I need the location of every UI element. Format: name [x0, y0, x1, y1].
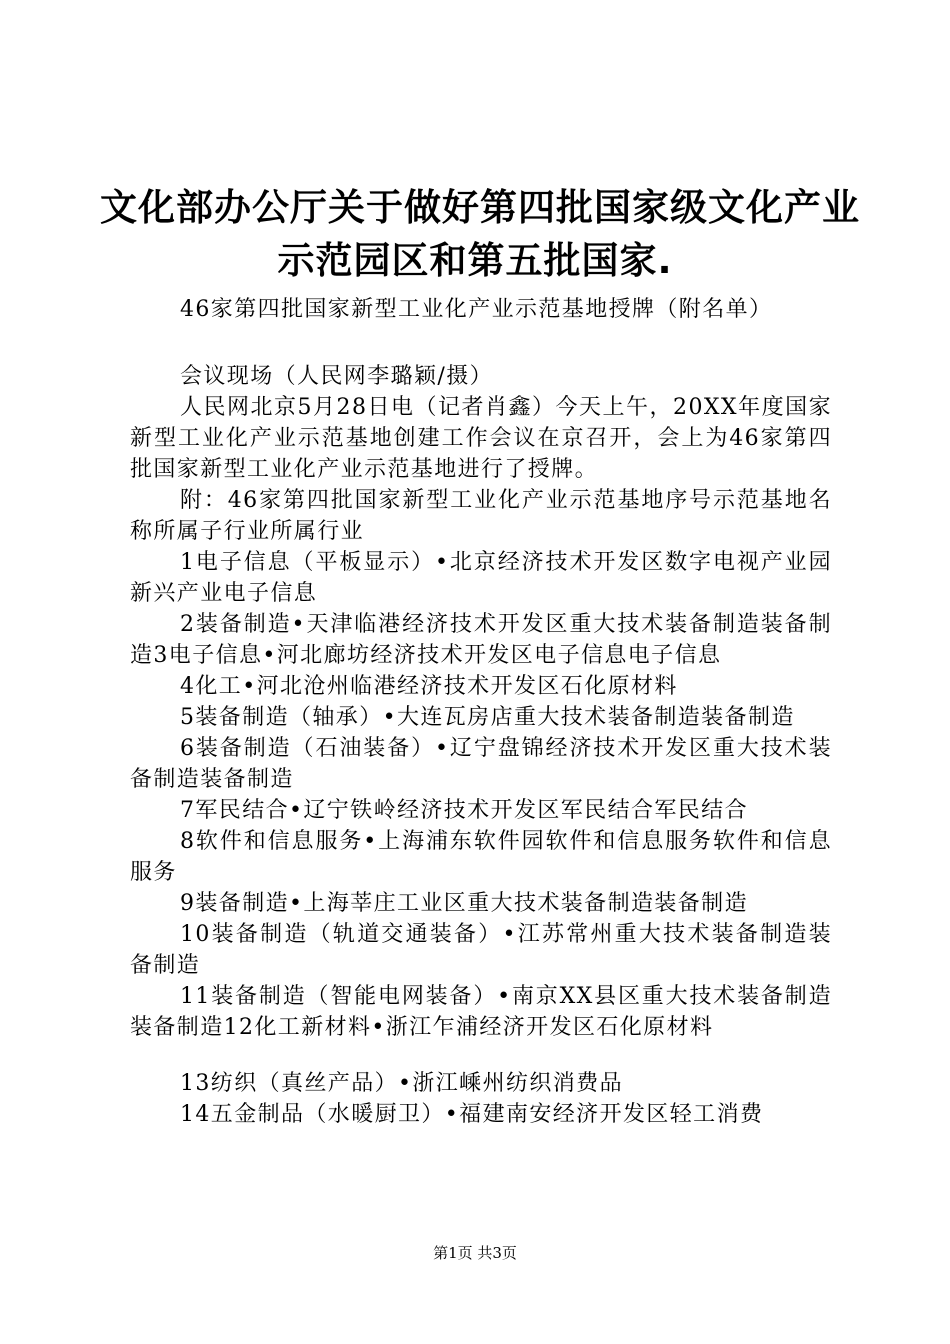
document-title-line-1: 文化部办公厅关于做好第四批国家级文化产业 [100, 186, 860, 229]
paragraph: 2装备制造•天津临港经济技术开发区重大技术装备制造装备制造3电子信息•河北廊坊经济技术开发区电子信息电子信息 [130, 612, 832, 668]
paragraph: 11装备制造（智能电网装备）•南京XX县区重大技术装备制造装备制造12化工新材料•浙江乍浦经济开发区石化原材料 [130, 984, 832, 1040]
paragraph: 10装备制造（轨道交通装备）•江苏常州重大技术装备制造装备制造 [130, 922, 832, 978]
paragraph: 附：46家第四批国家新型工业化产业示范基地序号示范基地名称所属子行业所属行业 [130, 488, 832, 544]
paragraph: 6装备制造（石油装备）•辽宁盘锦经济技术开发区重大技术装备制造装备制造 [130, 736, 832, 792]
paragraph: 会议现场（人民网李璐颖/摄） [180, 364, 494, 389]
paragraph: 46家第四批国家新型工业化产业示范基地授牌（附名单） [180, 297, 773, 322]
paragraph: 5装备制造（轴承）•大连瓦房店重大技术装备制造装备制造 [180, 705, 795, 730]
document-title-line-2: 示范园区和第五批国家. [277, 239, 673, 282]
paragraph: 14五金制品（水暖厨卫）•福建南安经济开发区轻工消费 [180, 1102, 764, 1127]
paragraph: 9装备制造•上海莘庄工业区重大技术装备制造装备制造 [180, 891, 748, 916]
paragraph: 4化工•河北沧州临港经济技术开发区石化原材料 [180, 674, 678, 699]
paragraph: 1电子信息（平板显示）•北京经济技术开发区数字电视产业园新兴产业电子信息 [130, 550, 832, 606]
page-number: 第1页 共3页 [433, 1244, 517, 1262]
document-body [130, 294, 832, 1130]
paragraph: 8软件和信息服务•上海浦东软件园软件和信息服务软件和信息服务 [130, 829, 832, 885]
paragraph: 人民网北京5月28日电（记者肖鑫）今天上午，20XX年度国家新型工业化产业示范基地创建工作会议在京召开，会上为46家第四批国家新型工业化产业示范基地进行了授牌。 [130, 395, 832, 482]
paragraph: 7军民结合•辽宁铁岭经济技术开发区军民结合军民结合 [180, 798, 748, 823]
paragraph: 13纺织（真丝产品）•浙江嵊州纺织消费品 [180, 1071, 623, 1096]
